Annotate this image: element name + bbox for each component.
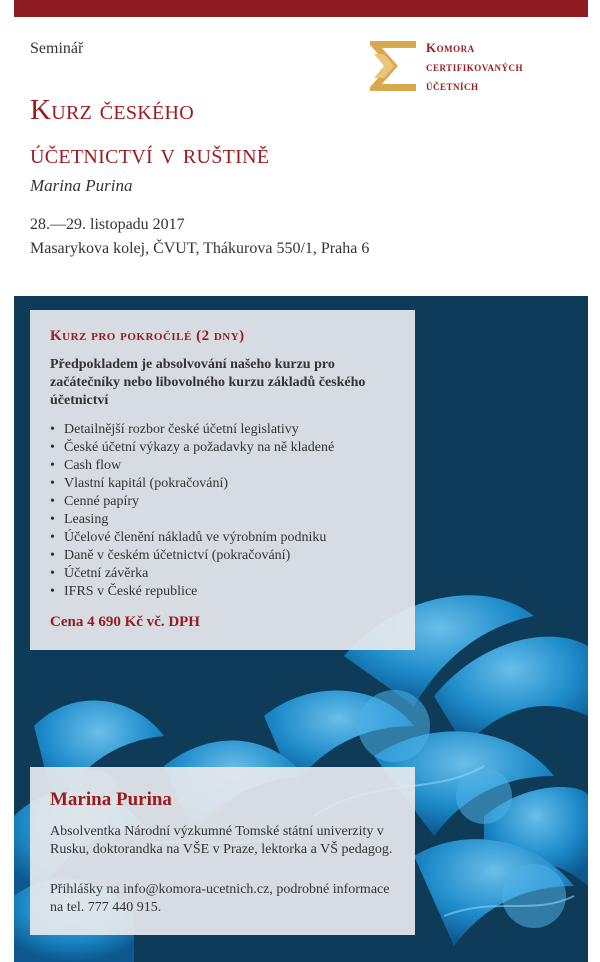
- topic-text: Detailnější rozbor české účetní legislativy: [64, 422, 299, 437]
- bullet-icon: •: [50, 422, 55, 437]
- logo-line-2: certifikovaných: [426, 59, 524, 74]
- list-item: [50, 457, 334, 475]
- signup-prefix: Přihlášky na: [50, 882, 124, 897]
- topic-text: Leasing: [64, 512, 109, 527]
- event-venue: Masarykova kolej, ČVUT, Thákurova 550/1, Praha 6: [30, 240, 370, 257]
- logo-line-3: účetních: [426, 78, 479, 93]
- course-price: Cena 4 690 Kč vč. DPH: [50, 614, 200, 630]
- topic-text: Účetní závěrka: [64, 566, 149, 581]
- topic-list: [50, 421, 334, 601]
- bullet-icon: •: [50, 530, 55, 545]
- topic-text: České účetní výkazy a požadavky na ně kladené: [64, 440, 335, 455]
- list-item: [50, 493, 334, 511]
- bullet-icon: •: [50, 566, 55, 581]
- contact-email-link[interactable]: info@komora-ucetnich.cz: [123, 882, 270, 897]
- list-item: [50, 475, 334, 493]
- course-prerequisite: Předpokladem je absolvování našeho kurzu pro začátečníky nebo libovolného kurzu základů českého účetnictví: [50, 357, 366, 408]
- author-name: Marina Purina: [50, 789, 172, 810]
- topic-text: Cash flow: [64, 458, 122, 473]
- logo-wordmark: [426, 38, 523, 95]
- bullet-icon: •: [50, 548, 55, 563]
- signup-info: [50, 881, 395, 917]
- event-date: 28.—29. listopadu 2017: [30, 216, 185, 233]
- topic-text: Vlastní kapitál (pokračování): [64, 476, 229, 491]
- bullet-icon: •: [50, 440, 55, 455]
- top-color-bar: [14, 0, 588, 17]
- topic-text: Cenné papíry: [64, 494, 140, 509]
- bullet-icon: •: [50, 512, 55, 527]
- logo-line-1: Komora: [426, 40, 475, 55]
- list-item: [50, 511, 334, 529]
- list-item: [50, 529, 334, 547]
- title-line-1: Kurz českého: [30, 94, 195, 126]
- seminar-label: Seminář: [30, 40, 84, 57]
- author-bio: Absolventka Národní výzkumné Tomské státní univerzity v Rusku, doktorandka na VŠE v Praze, lektorka a VŠ pedagog.: [50, 824, 393, 857]
- list-item: [50, 547, 334, 565]
- advanced-course-card: [30, 310, 415, 650]
- sigma-logo-icon: [370, 41, 416, 91]
- list-item: [50, 439, 334, 457]
- signup-suffix: , podrobné informace na tel. 777 440 915.: [50, 882, 390, 915]
- course-heading: Kurz pro pokročilé (2 dny): [50, 328, 245, 344]
- list-item: [50, 583, 334, 601]
- list-item: [50, 565, 334, 583]
- bullet-icon: •: [50, 494, 55, 509]
- page-title: [30, 88, 430, 176]
- topic-text: IFRS v České republice: [64, 584, 198, 599]
- bullet-icon: •: [50, 476, 55, 491]
- chamber-logo[interactable]: [370, 38, 580, 94]
- bullet-icon: •: [50, 584, 55, 599]
- title-line-2: účetnictví v ruštině: [30, 138, 270, 170]
- author-info-card: [30, 767, 415, 935]
- author-subtitle: Marina Purina: [30, 176, 133, 195]
- list-item: [50, 421, 334, 439]
- topic-text: Účelové členění nákladů ve výrobním podniku: [64, 530, 327, 545]
- bullet-icon: •: [50, 458, 55, 473]
- topic-text: Daně v českém účetnictví (pokračování): [64, 548, 291, 563]
